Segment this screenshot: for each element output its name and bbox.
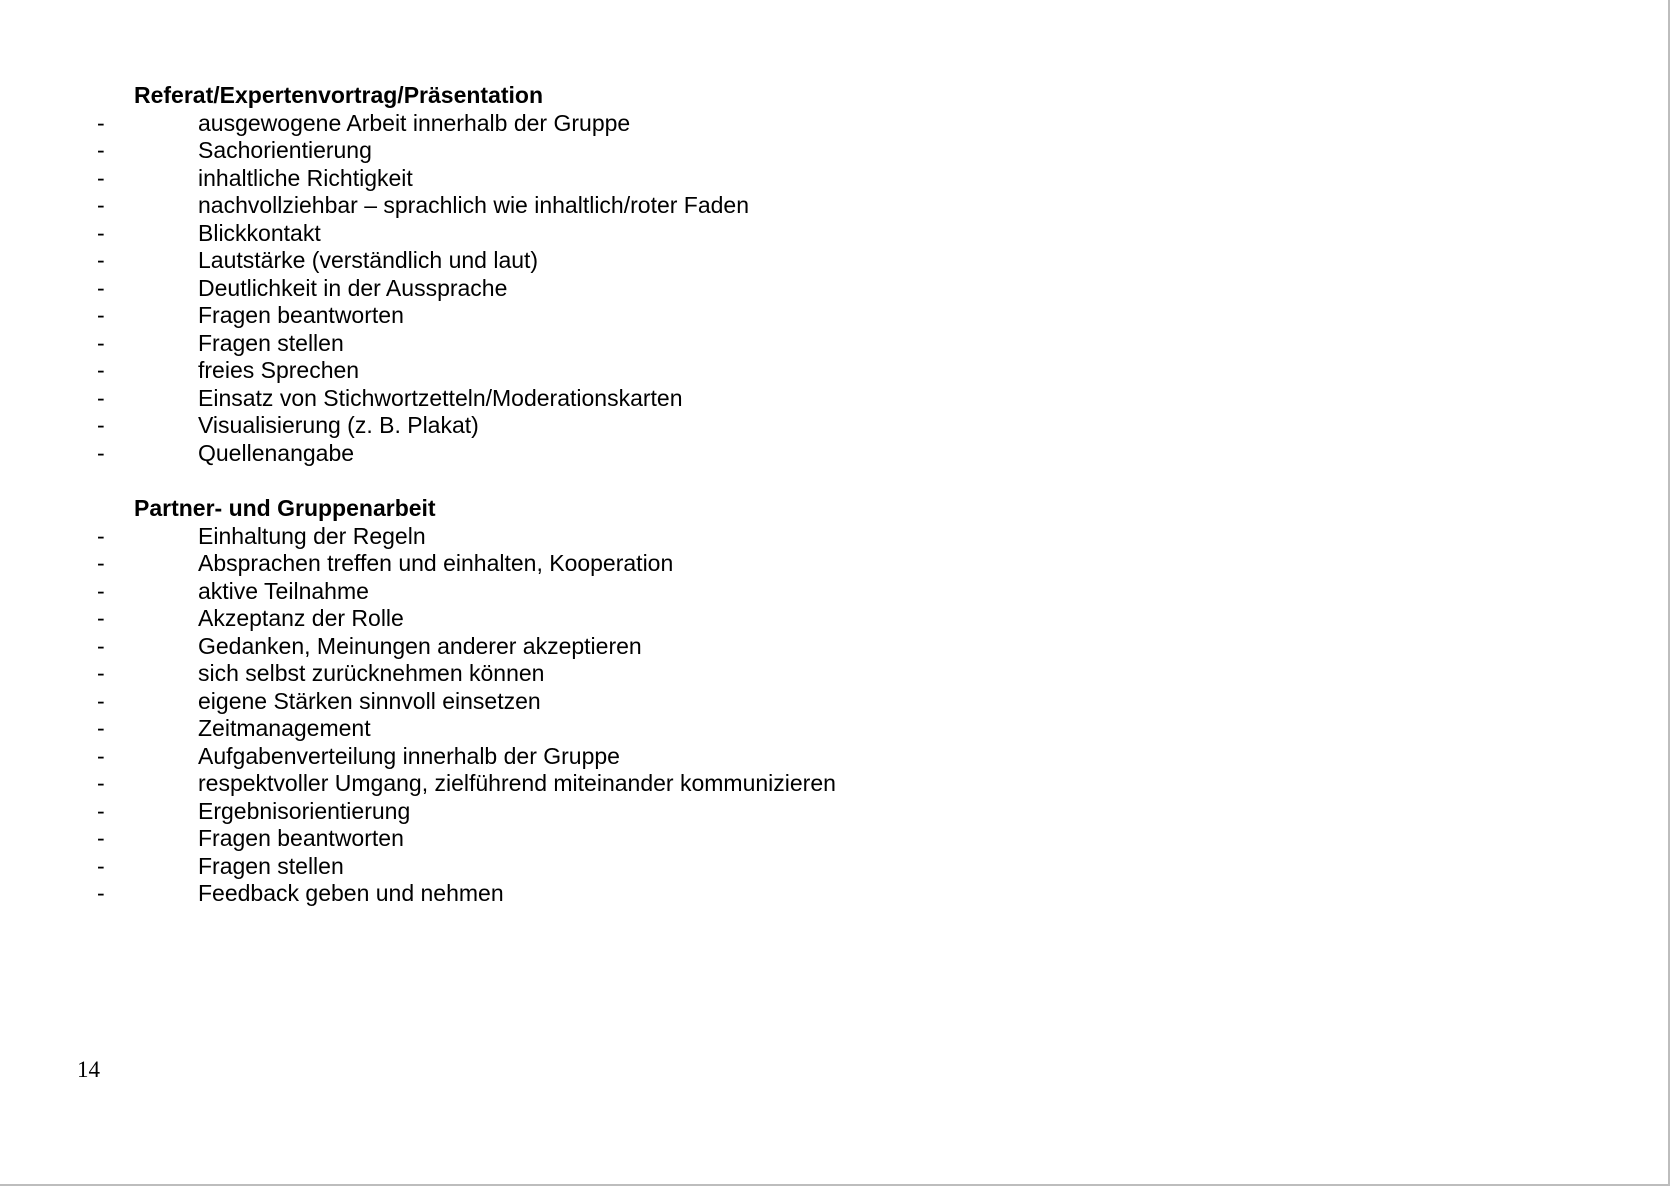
bullet-dash: - xyxy=(97,797,105,824)
list-item-text: respektvoller Umgang, zielführend miteinander kommunizieren xyxy=(198,770,836,796)
list-item-text: Ergebnisorientierung xyxy=(198,797,411,824)
list-item-text: sich selbst zurücknehmen können xyxy=(198,660,545,686)
list-item xyxy=(0,220,1100,248)
list-item-text: Quellenangabe xyxy=(198,439,355,466)
list-item-text: Fragen beantworten xyxy=(198,825,404,851)
bullet-dash: - xyxy=(97,439,105,466)
list-item xyxy=(0,715,1100,743)
bullet-dash: - xyxy=(97,247,105,273)
bullet-dash: - xyxy=(97,329,105,356)
list-item-text: Deutlichkeit in der Aussprache xyxy=(198,274,508,301)
list-item xyxy=(0,137,1100,165)
bullet-dash: - xyxy=(97,577,105,604)
list-item-text: Gedanken, Meinungen anderer akzeptieren xyxy=(198,632,642,659)
list-item xyxy=(0,440,1100,468)
list-item xyxy=(0,550,1100,578)
criteria-list xyxy=(0,523,1100,908)
bullet-dash: - xyxy=(97,357,105,383)
list-item-text: freies Sprechen xyxy=(198,357,360,383)
list-item-text: Akzeptanz der Rolle xyxy=(198,605,404,631)
list-item-text: Zeitmanagement xyxy=(198,715,371,741)
bullet-dash: - xyxy=(97,274,105,301)
list-item-text: Sachorientierung xyxy=(198,137,372,163)
list-item xyxy=(0,688,1100,716)
bullet-dash: - xyxy=(97,412,105,438)
list-item xyxy=(0,275,1100,303)
list-item-text: Blickkontakt xyxy=(198,219,321,246)
bullet-dash: - xyxy=(97,384,105,411)
list-item xyxy=(0,660,1100,688)
list-item-text: Visualisierung (z. B. Plakat) xyxy=(198,412,479,438)
bullet-dash: - xyxy=(97,852,105,879)
list-item-text: Einhaltung der Regeln xyxy=(198,522,426,549)
list-item xyxy=(0,853,1100,881)
bullet-dash: - xyxy=(97,770,105,796)
section-presentation xyxy=(0,82,1100,467)
list-item-text: Absprachen treffen und einhalten, Kooperation xyxy=(198,550,674,576)
bullet-dash: - xyxy=(97,137,105,163)
bullet-dash: - xyxy=(97,880,105,906)
list-item xyxy=(0,192,1100,220)
list-item-text: Lautstärke (verständlich und laut) xyxy=(198,247,539,273)
bullet-dash: - xyxy=(97,715,105,741)
criteria-list xyxy=(0,110,1100,468)
list-item-text: Fragen beantworten xyxy=(198,302,404,328)
list-item xyxy=(0,880,1100,908)
list-item-text: Feedback geben und nehmen xyxy=(198,880,504,906)
list-item xyxy=(0,110,1100,138)
page-number: 14 xyxy=(77,1057,100,1082)
list-item xyxy=(0,633,1100,661)
section-heading: Partner- und Gruppenarbeit xyxy=(134,495,436,521)
list-item xyxy=(0,523,1100,551)
list-item-text: Fragen stellen xyxy=(198,329,344,356)
bullet-dash: - xyxy=(97,522,105,549)
bullet-dash: - xyxy=(97,550,105,576)
list-item xyxy=(0,247,1100,275)
list-item-text: eigene Stärken sinnvoll einsetzen xyxy=(198,687,541,714)
bullet-dash: - xyxy=(97,632,105,659)
list-item xyxy=(0,798,1100,826)
bullet-dash: - xyxy=(97,109,105,136)
list-item-text: Fragen stellen xyxy=(198,852,344,879)
bullet-dash: - xyxy=(97,605,105,631)
bullet-dash: - xyxy=(97,192,105,218)
list-item xyxy=(0,605,1100,633)
bullet-dash: - xyxy=(97,302,105,328)
list-item-text: Einsatz von Stichwortzetteln/Moderationskarten xyxy=(198,384,683,411)
bullet-dash: - xyxy=(97,660,105,686)
list-item-text: nachvollziehbar – sprachlich wie inhaltlich/roter Faden xyxy=(198,192,750,218)
list-item xyxy=(0,330,1100,358)
list-item xyxy=(0,770,1100,798)
section-group-work xyxy=(0,495,1100,908)
bullet-dash: - xyxy=(97,164,105,191)
bullet-dash: - xyxy=(97,219,105,246)
bullet-dash: - xyxy=(97,687,105,714)
list-item xyxy=(0,743,1100,771)
list-item xyxy=(0,357,1100,385)
list-item-text: aktive Teilnahme xyxy=(198,577,369,604)
list-item-text: inhaltliche Richtigkeit xyxy=(198,164,413,191)
bullet-dash: - xyxy=(97,825,105,851)
list-item xyxy=(0,302,1100,330)
list-item xyxy=(0,825,1100,853)
list-item-text: ausgewogene Arbeit innerhalb der Gruppe xyxy=(198,109,631,136)
list-item xyxy=(0,385,1100,413)
list-item xyxy=(0,165,1100,193)
bullet-dash: - xyxy=(97,742,105,769)
list-item xyxy=(0,578,1100,606)
list-item xyxy=(0,412,1100,440)
section-heading: Referat/Expertenvortrag/Präsentation xyxy=(134,82,544,108)
list-item-text: Aufgabenverteilung innerhalb der Gruppe xyxy=(198,742,620,769)
